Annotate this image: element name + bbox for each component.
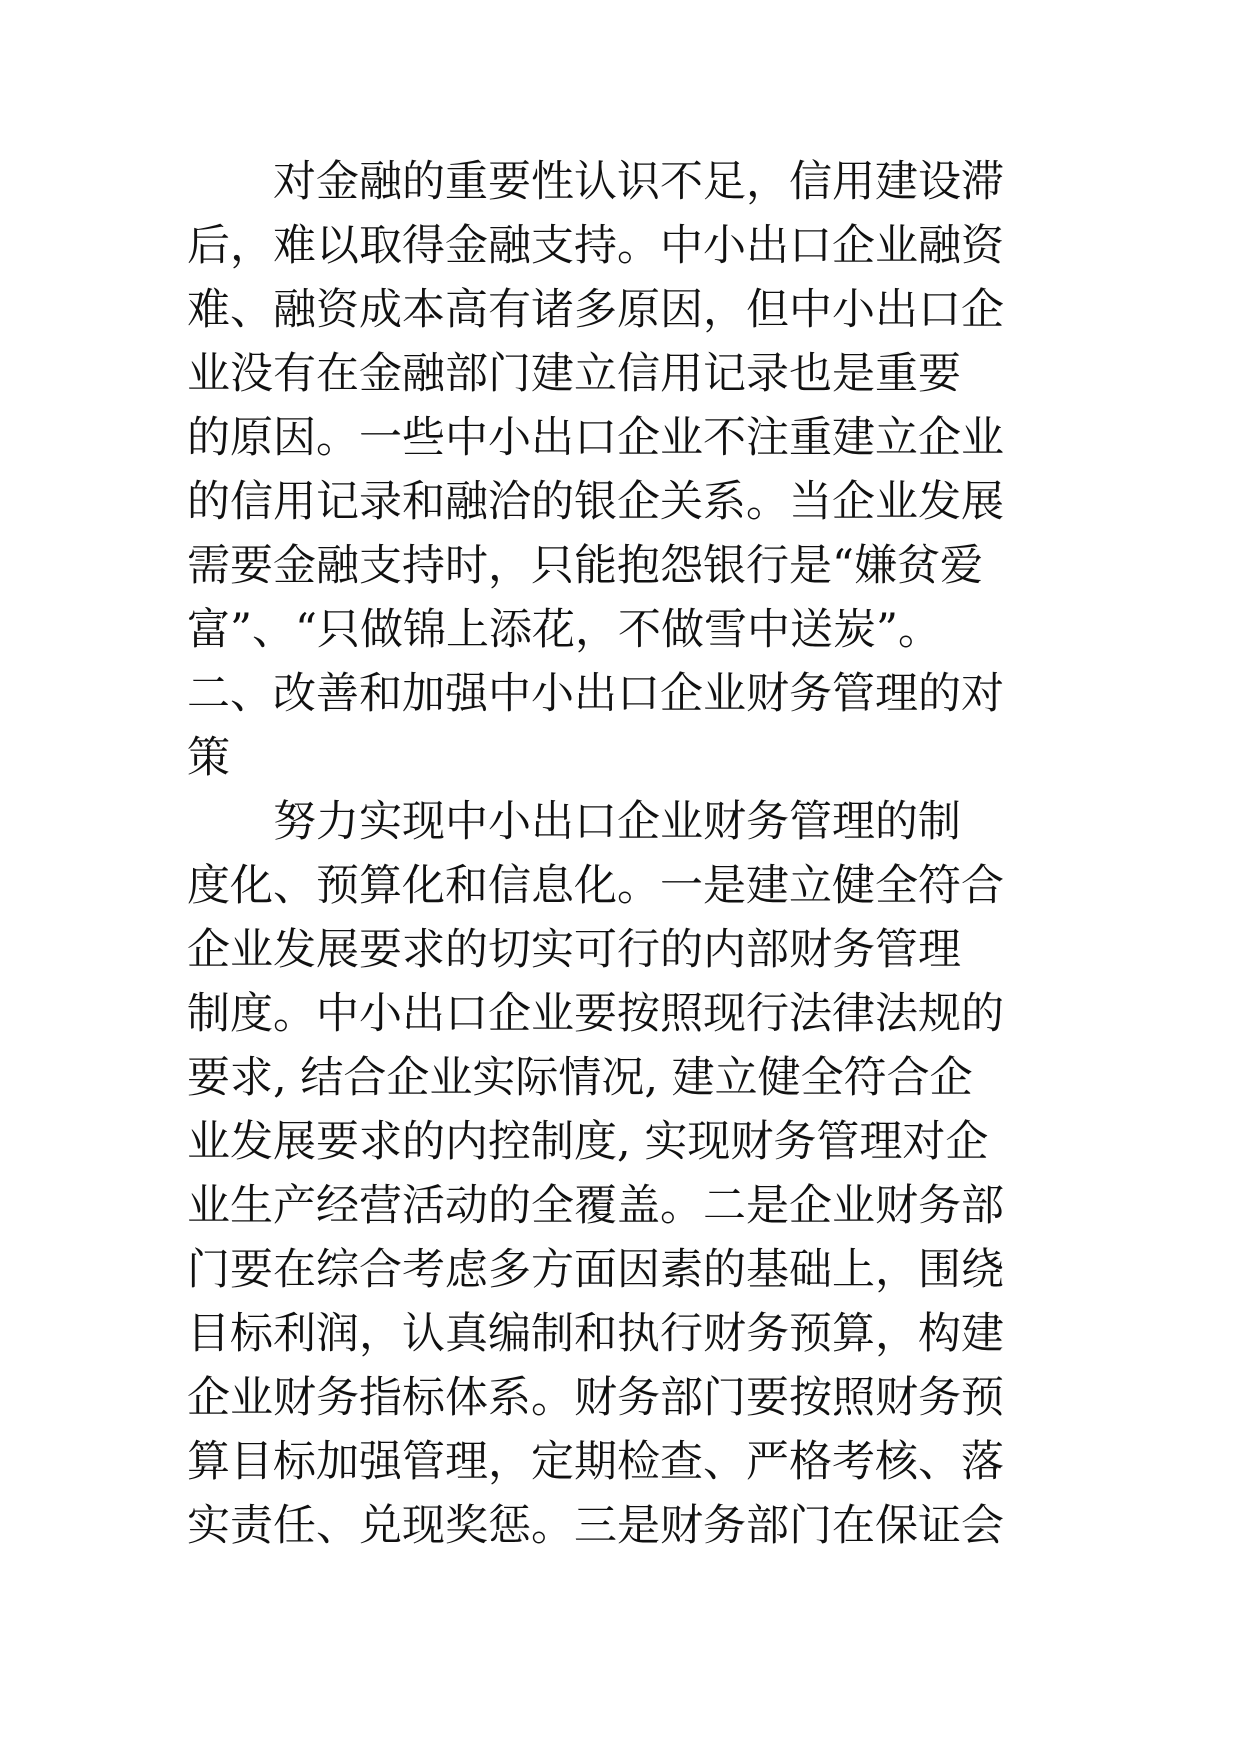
section-heading-line: 二、改善和加强中小出口企业财务管理的对 — [187, 669, 1004, 719]
section-heading-line: 策 — [187, 733, 230, 783]
paragraph-line: 对金融的重要性认识不足，信用建设滞 — [273, 157, 1004, 207]
paragraph-line: 门要在综合考虑多方面因素的基础上，围绕 — [187, 1245, 1004, 1295]
paragraph-line: 业生产经营活动的全覆盖。二是企业财务部 — [187, 1181, 1004, 1231]
paragraph-line: 度化、预算化和信息化。一是建立健全符合 — [187, 861, 1004, 911]
paragraph-line: 富”、“只做锦上添花，不做雪中送炭”。 — [187, 605, 941, 655]
body-text — [187, 150, 1067, 1558]
paragraph-line: 难、融资成本高有诸多原因，但中小出口企 — [187, 285, 1004, 335]
paragraph-line: 实责任、兑现奖惩。三是财务部门在保证会 — [187, 1501, 1004, 1551]
paragraph-line: 的信用记录和融洽的银企关系。当企业发展 — [187, 477, 1004, 527]
paragraph-line: 企业发展要求的切实可行的内部财务管理 — [187, 925, 961, 975]
paragraph-line: 目标利润，认真编制和执行财务预算，构建 — [187, 1309, 1004, 1359]
paragraph-line: 努力实现中小出口企业财务管理的制 — [273, 797, 961, 847]
paragraph-line: 制度。中小出口企业要按照现行法律法规的 — [187, 989, 1004, 1039]
paragraph-line: 业没有在金融部门建立信用记录也是重要 — [187, 349, 961, 399]
paragraph-line: 要求, 结合企业实际情况, 建立健全符合企 — [187, 1053, 973, 1103]
paragraph-line: 后，难以取得金融支持。中小出口企业融资 — [187, 221, 1004, 271]
paragraph-line: 的原因。一些中小出口企业不注重建立企业 — [187, 413, 1004, 463]
paragraph-line: 企业财务指标体系。财务部门要按照财务预 — [187, 1373, 1004, 1423]
paragraph-line: 需要金融支持时，只能抱怨银行是“嫌贫爱 — [187, 541, 983, 591]
paragraph-line: 算目标加强管理，定期检查、严格考核、落 — [187, 1437, 1004, 1487]
paragraph-line: 业发展要求的内控制度, 实现财务管理对企 — [187, 1117, 989, 1167]
